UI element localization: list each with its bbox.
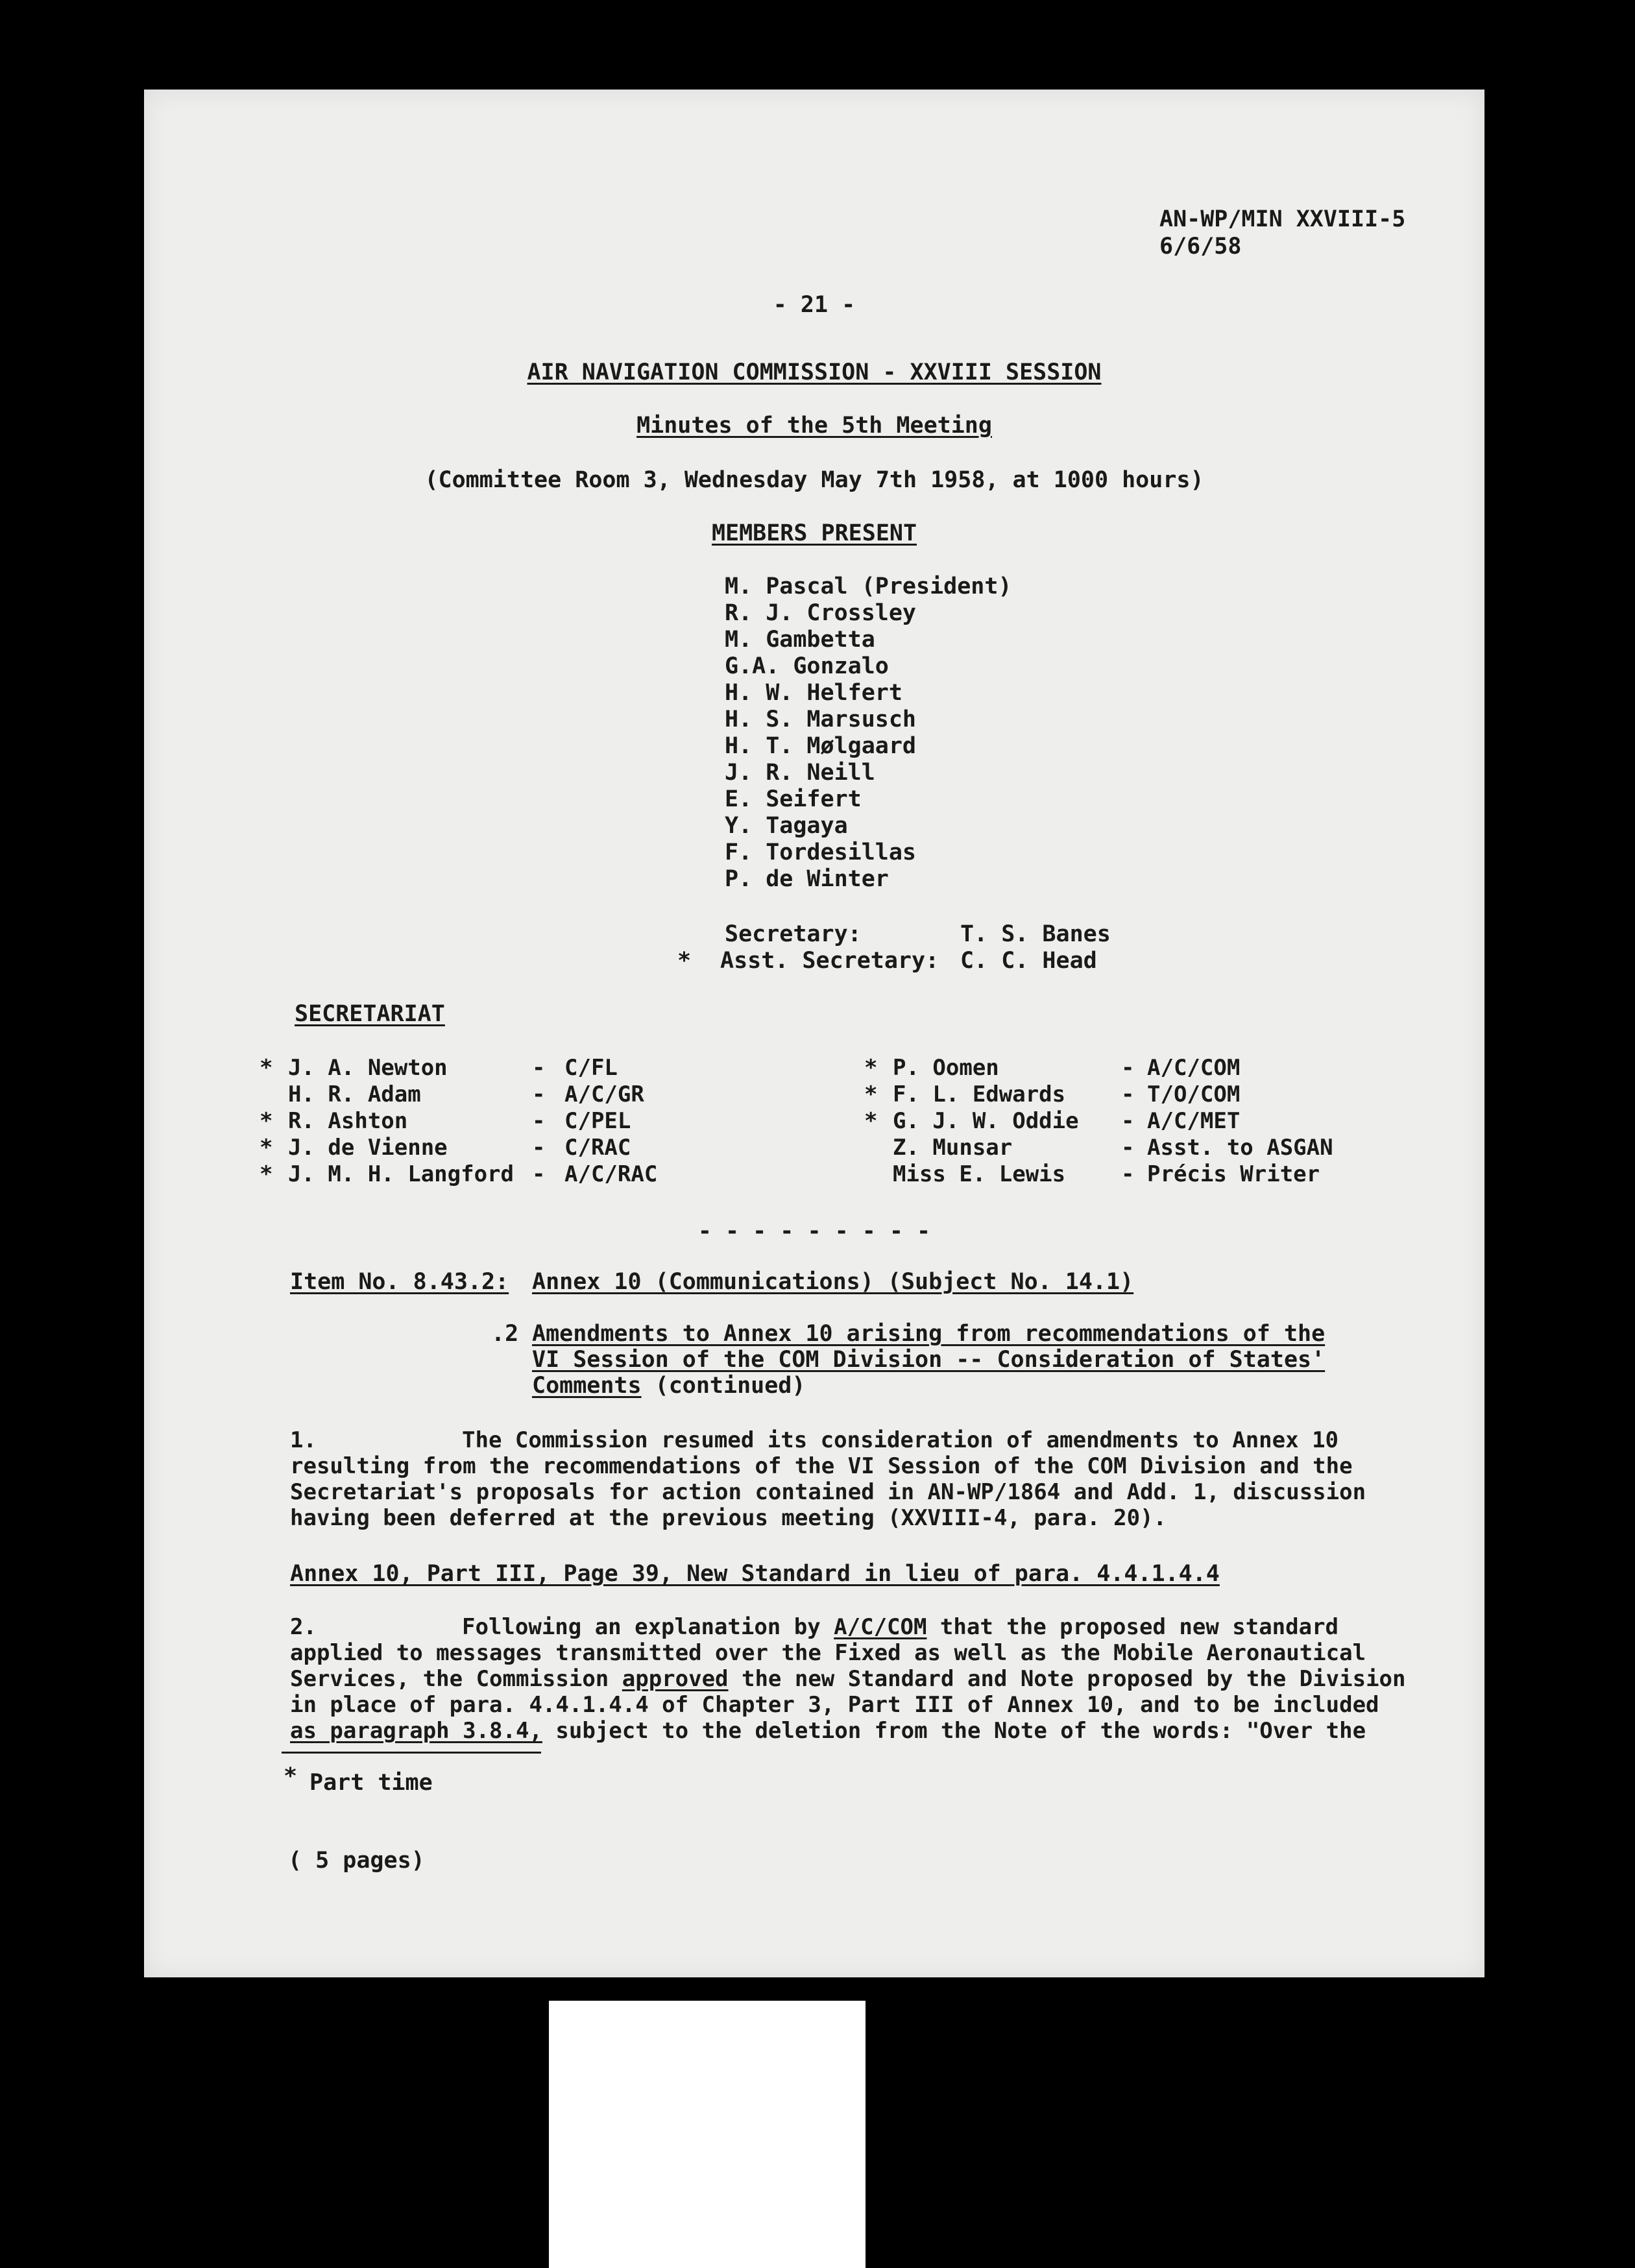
asterisk-mark: * xyxy=(260,1161,273,1187)
dash: - xyxy=(1121,1081,1135,1107)
staff-name: J. A. Newton xyxy=(288,1055,448,1081)
subitem-title-line xyxy=(532,1373,805,1399)
dash: - xyxy=(1121,1055,1135,1081)
asterisk-mark: * xyxy=(864,1081,878,1107)
staff-name: Z. Munsar xyxy=(893,1135,1013,1161)
section-heading: Annex 10, Part III, Page 39, New Standard in lieu of para. 4.4.1.4.4 xyxy=(290,1561,1220,1587)
paragraph-emphasis: approved xyxy=(622,1666,729,1692)
staff-name: F. L. Edwards xyxy=(893,1081,1066,1107)
asst-secretary-label: Asst. Secretary: xyxy=(720,948,939,974)
paragraph-text: subject to the deletion from the Note of the words: "Over the xyxy=(542,1718,1366,1744)
document-page xyxy=(144,90,1484,1977)
member-name: R. J. Crossley xyxy=(725,600,917,626)
subitem-continued: (continued) xyxy=(641,1373,806,1399)
section-divider: - - - - - - - - - xyxy=(697,1218,931,1244)
subitem-title-line: Amendments to Annex 10 arising from recommendations of the xyxy=(532,1321,1326,1347)
paragraph-1 xyxy=(290,1427,1445,1531)
member-name: Y. Tagaya xyxy=(725,813,848,839)
paragraph-text: Following an explanation by xyxy=(462,1614,834,1640)
paragraph-number: 2. xyxy=(290,1614,317,1640)
member-name: J. R. Neill xyxy=(725,760,875,786)
asterisk-mark: * xyxy=(260,1135,273,1161)
staff-role: A/C/COM xyxy=(1147,1055,1241,1081)
document-title: AIR NAVIGATION COMMISSION - XXVIII SESSION xyxy=(527,359,1102,385)
paragraph-text: that the proposed new standard xyxy=(926,1614,1339,1640)
blank-label xyxy=(549,2001,866,2268)
subitem-title-line: VI Session of the COM Division -- Consideration of States' xyxy=(532,1347,1326,1373)
staff-role: A/C/GR xyxy=(564,1081,644,1107)
paragraph-line: resulting from the recommendations of the VI Session of the COM Division and the xyxy=(290,1453,1353,1479)
paragraph-line: having been deferred at the previous meeting (XXVIII-4, para. 20). xyxy=(290,1505,1167,1531)
staff-role: A/C/RAC xyxy=(564,1161,658,1187)
staff-role: T/O/COM xyxy=(1147,1081,1241,1107)
dash: - xyxy=(532,1055,546,1081)
paragraph-emphasis: A/C/COM xyxy=(834,1614,927,1640)
item-title: Annex 10 (Communications) (Subject No. 14.1) xyxy=(532,1269,1134,1295)
document-reference: AN-WP/MIN XXVIII-5 xyxy=(1159,206,1406,232)
document-subtitle: Minutes of the 5th Meeting xyxy=(636,413,992,439)
staff-role: C/RAC xyxy=(564,1135,631,1161)
staff-name: J. M. H. Langford xyxy=(288,1161,514,1187)
member-name: P. de Winter xyxy=(725,866,889,892)
member-name: F. Tordesillas xyxy=(725,839,917,865)
member-name: M. Gambetta xyxy=(725,627,875,653)
paragraph-number: 1. xyxy=(290,1427,317,1453)
paragraph-line: The Commission resumed its consideration of amendments to Annex 10 xyxy=(462,1427,1339,1453)
footnote-text: Part time xyxy=(309,1770,433,1796)
subitem-comments: Comments xyxy=(532,1373,642,1399)
members-heading: MEMBERS PRESENT xyxy=(711,520,917,546)
dash: - xyxy=(532,1135,546,1161)
subitem-number: .2 xyxy=(491,1321,519,1347)
staff-name: R. Ashton xyxy=(288,1108,408,1134)
meeting-info: (Committee Room 3, Wednesday May 7th 1958, at 1000 hours) xyxy=(424,467,1204,493)
paragraph-text: the new Standard and Note proposed by the Division xyxy=(728,1666,1406,1692)
member-name: H. T. Mølgaard xyxy=(725,733,917,759)
staff-role: Asst. to ASGAN xyxy=(1147,1135,1333,1161)
footnote-rule xyxy=(282,1752,541,1754)
secretariat-heading: SECRETARIAT xyxy=(295,1001,445,1027)
dash: - xyxy=(532,1108,546,1134)
paragraph-line: in place of para. 4.4.1.4.4 of Chapter 3, Part III of Annex 10, and to be included xyxy=(290,1692,1379,1718)
asterisk-mark: * xyxy=(677,948,692,974)
asterisk-mark: * xyxy=(864,1108,878,1134)
staff-name: G. J. W. Oddie xyxy=(893,1108,1079,1134)
footnote-mark: * xyxy=(284,1763,298,1789)
staff-role: C/FL xyxy=(564,1055,618,1081)
asterisk-mark: * xyxy=(260,1055,273,1081)
paragraph-emphasis: as paragraph 3.8.4, xyxy=(290,1718,542,1744)
member-name: G.A. Gonzalo xyxy=(725,653,889,679)
staff-role: Précis Writer xyxy=(1147,1161,1320,1187)
secretary-label: Secretary: xyxy=(725,921,862,947)
paragraph-line: Secretariat's proposals for action contained in AN-WP/1864 and Add. 1, discussion xyxy=(290,1479,1366,1505)
pages-note: ( 5 pages) xyxy=(288,1848,425,1874)
staff-role: C/PEL xyxy=(564,1108,631,1134)
asterisk-mark: * xyxy=(260,1108,273,1134)
staff-name: J. de Vienne xyxy=(288,1135,448,1161)
member-name: E. Seifert xyxy=(725,786,862,812)
secretary-name: T. S. Banes xyxy=(960,921,1111,947)
asterisk-mark: * xyxy=(864,1055,878,1081)
staff-name: H. R. Adam xyxy=(288,1081,421,1107)
staff-role: A/C/MET xyxy=(1147,1108,1241,1134)
staff-name: Miss E. Lewis xyxy=(893,1161,1066,1187)
dash: - xyxy=(1121,1161,1135,1187)
dash: - xyxy=(1121,1135,1135,1161)
item-number: Item No. 8.43.2: xyxy=(290,1269,509,1295)
member-name: H. S. Marsusch xyxy=(725,706,917,732)
staff-name: P. Oomen xyxy=(893,1055,999,1081)
member-name: H. W. Helfert xyxy=(725,680,902,706)
asst-secretary-name: C. C. Head xyxy=(960,948,1097,974)
document-date: 6/6/58 xyxy=(1159,234,1242,259)
paragraph-2 xyxy=(290,1614,1445,1744)
dash: - xyxy=(532,1081,546,1107)
page-number: - 21 - xyxy=(773,292,856,318)
dash: - xyxy=(532,1161,546,1187)
paragraph-text: Services, the Commission xyxy=(290,1666,622,1692)
dash: - xyxy=(1121,1108,1135,1134)
member-name: M. Pascal (President) xyxy=(725,573,1012,599)
paragraph-line: applied to messages transmitted over the Fixed as well as the Mobile Aeronautical xyxy=(290,1640,1366,1666)
